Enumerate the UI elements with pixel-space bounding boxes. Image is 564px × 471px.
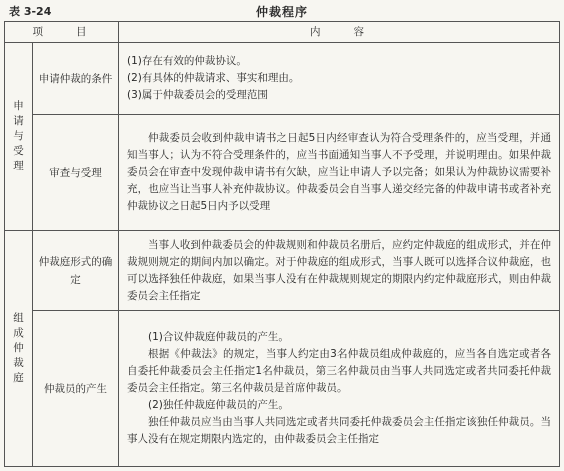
- content-paragraph: 当事人收到仲裁委员会的仲裁规则和仲裁员名册后，应约定仲裁庭的组成形式，并在仲裁规则规定的期间内加以确定。对于仲裁庭的组成形式，当事人既可以选择合议仲裁庭，也可以选择独任仲裁庭，如果当事人没有在仲裁规则规定的期限内约定仲裁庭形式，则由仲裁委员会主任指定: [127, 238, 551, 302]
- content-paragraph: (2)独任仲裁庭仲裁员的产生。: [148, 399, 289, 411]
- group-label: 申请与受理: [13, 99, 24, 172]
- content-paragraph: 独任仲裁员应当由当事人共同选定或者共同委托仲裁委员会主任指定该独任仲裁员。当事人没有在规定期限内选定的，由仲裁委员会主任指定: [127, 416, 551, 445]
- row-content: [119, 231, 560, 311]
- content-paragraph: (1)合议仲裁庭仲裁员的产生。: [148, 331, 289, 343]
- header-content: 内 容: [119, 22, 560, 43]
- table-row: [5, 43, 560, 115]
- row-item: 申请仲裁的条件: [33, 43, 119, 115]
- group-label-cell: [5, 231, 33, 467]
- arbitration-procedure-table: [4, 21, 560, 467]
- table-row: [5, 311, 560, 467]
- row-content: [119, 115, 560, 231]
- content-paragraph: 根据《仲裁法》的规定，当事人约定由3名仲裁员组成仲裁庭的，应当各自选定或者各自委托仲裁委员会主任指定1名仲裁员，第三名仲裁员由当事人共同选定或者共同委托仲裁委员会主任指定。第三名仲裁员是首席仲裁员。: [127, 348, 551, 394]
- table-header-row: [5, 22, 560, 43]
- row-item: 仲裁员的产生: [33, 311, 119, 467]
- table-caption: [0, 0, 564, 22]
- group-label: 组成仲裁庭: [13, 311, 24, 384]
- content-paragraph: (3)属于仲裁委员会的受理范围: [127, 89, 268, 101]
- group-label-cell: [5, 43, 33, 231]
- content-paragraph: 仲裁委员会收到仲裁申请书之日起5日内经审查认为符合受理条件的，应当受理，并通知当事人；认为不符合受理条件的，应当书面通知当事人不予受理，并说明理由。如果仲裁委员会在审查中发现仲裁申请书有欠缺，应当让申请人予以完备；如果认为仲裁协议需要补充，也应当让当事人补充仲裁协议。仲裁委员会自当事人递交经完备的仲裁申请书或者补充仲裁协议之日起5日内予以受理: [127, 132, 551, 212]
- row-item: 审查与受理: [33, 115, 119, 231]
- table-row: [5, 231, 560, 311]
- row-content: [119, 311, 560, 467]
- content-paragraph: (1)存在有效的仲裁协议。: [127, 55, 247, 67]
- table-number: 表 3-24: [9, 5, 52, 18]
- table-row: [5, 115, 560, 231]
- header-item: 项 目: [5, 22, 119, 43]
- content-paragraph: (2)有具体的仲裁请求、事实和理由。: [127, 72, 300, 84]
- row-item: 仲裁庭形式的确定: [33, 231, 119, 311]
- row-content: [119, 43, 560, 115]
- table-title: 仲裁程序: [255, 5, 308, 19]
